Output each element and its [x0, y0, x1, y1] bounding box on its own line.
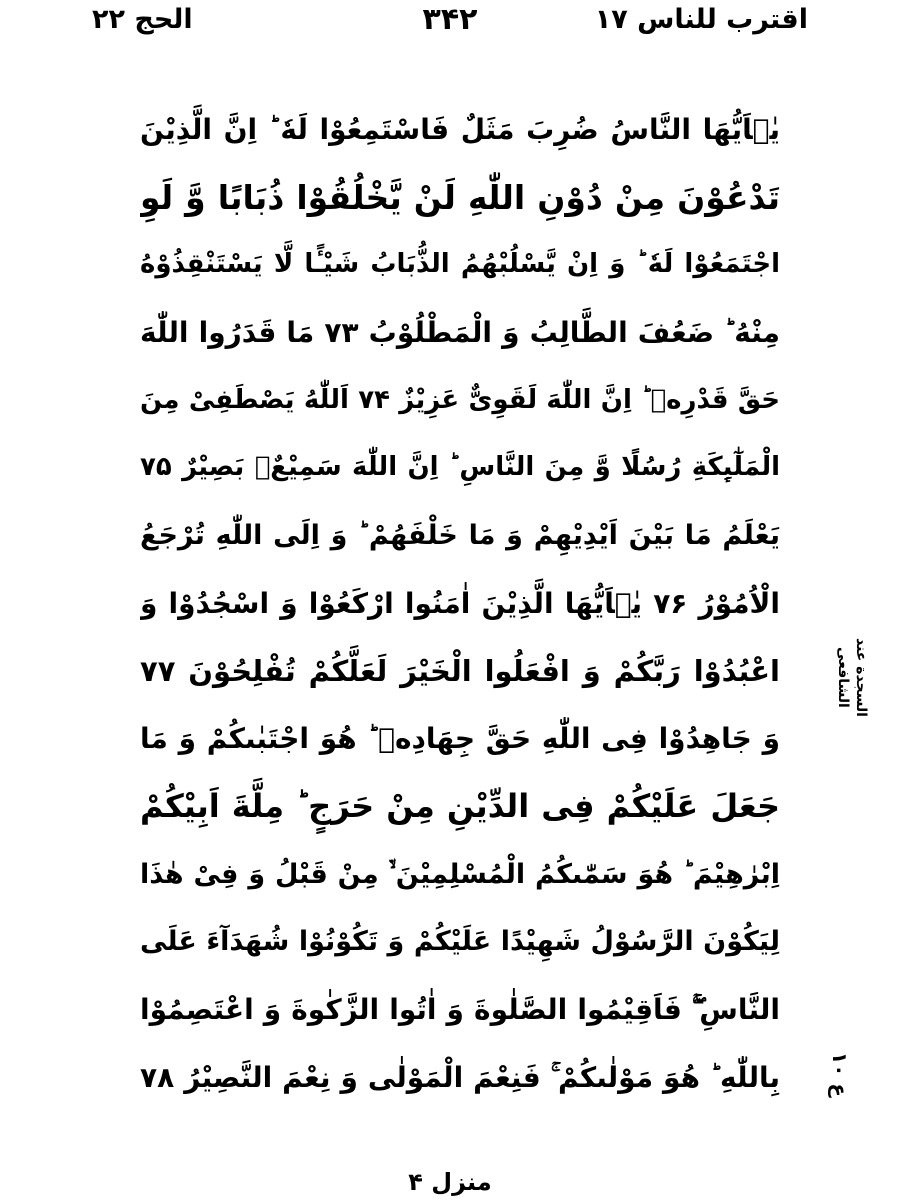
verse-line: یَعْلَمُ مَا بَیْنَ اَیْدِیْهِمْ وَ مَا خَلْفَهُمْ ؕ وَ اِلَى اللّٰهِ تُرْجَعُ	[140, 520, 780, 552]
verse-text-block	[140, 96, 780, 1111]
page-number: ۳۴۲	[422, 2, 478, 37]
verse-line: وَ جَاهِدُوْا فِی اللّٰهِ حَقَّ جِهَادِهٖ ؕ هُوَ اجْتَبٰىكُمْ وَ مَا	[140, 722, 780, 756]
juz-title: اقترب للناس ۱۷	[594, 4, 808, 35]
verse-line: تَدْعُوْنَ مِنْ دُوْنِ اللّٰهِ لَنْ یَّخْلُقُوْا ذُبَابًا وَّ لَوِ	[140, 177, 780, 217]
verse-line: حَقَّ قَدْرِهٖ ؕ اِنَّ اللّٰهَ لَقَوِیٌّ عَزِیْزٌ ۷۴ اَللّٰهُ یَصْطَفِیْ مِنَ	[140, 384, 780, 415]
manzil-footer: منزل ۴	[408, 1168, 492, 1196]
verse-line: یٰۤاَیُّهَا النَّاسُ ضُرِبَ مَثَلٌ فَاسْتَمِعُوْا لَهٗ ؕ اِنَّ الَّذِیْنَ	[140, 113, 780, 146]
verse-line: النَّاسِ ۚۖ فَاَقِیْمُوا الصَّلٰوةَ وَ اٰتُوا الزَّكٰوةَ وَ اعْتَصِمُوْا	[140, 992, 780, 1026]
ruku-marker: ع ۱۰	[828, 1052, 852, 1098]
verse-line: لِیَكُوْنَ الرَّسُوْلُ شَهِیْدًا عَلَیْكُمْ وَ تَكُوْنُوْا شُهَدَآءَ عَلَى	[140, 926, 780, 958]
verse-line: اِبْرٰهِیْمَ ؕ هُوَ سَمّٰىكُمُ الْمُسْلِمِیْنَ ۙ۬ مِنْ قَبْلُ وَ فِیْ هٰذَا	[140, 858, 780, 890]
verse-line: اعْبُدُوْا رَبَّكُمْ وَ افْعَلُوا الْخَیْرَ لَعَلَّكُمْ تُفْلِحُوْنَ ۷۷	[140, 653, 780, 688]
verse-line: جَعَلَ عَلَیْكُمْ فِی الدِّیْنِ مِنْ حَرَجٍ ؕ مِلَّةَ اَبِیْكُمْ	[140, 786, 780, 825]
verse-line: الْمَلٰٓىِٕكَةِ رُسُلًا وَّ مِنَ النَّاسِ ؕ اِنَّ اللّٰهَ سَمِیْعٌۢ بَصِیْرٌ ۷۵	[140, 452, 780, 483]
verse-line: اجْتَمَعُوْا لَهٗ ؕ وَ اِنْ یَّسْلُبْهُمُ الذُّبَابُ شَیْـًٔا لَّا یَسْتَنْقِذُوْهُ	[140, 249, 780, 280]
verse-line: الْاُمُوْرُ ۷۶ یٰۤاَیُّهَا الَّذِیْنَ اٰمَنُوا ارْكَعُوْا وَ اسْجُدُوْا وَ	[140, 586, 780, 620]
verse-line: مِنْهُ ؕ ضَعُفَ الطَّالِبُ وَ الْمَطْلُوْبُ ۷۳ مَا قَدَرُوا اللّٰهَ	[140, 316, 780, 350]
surah-title: الحج ۲۲	[92, 4, 193, 35]
sajdah-margin-note: السجدة عند الشافعی	[835, 637, 869, 717]
verse-line: بِاللّٰهِ ؕ هُوَ مَوْلٰىكُمْ ۚ فَنِعْمَ الْمَوْلٰى وَ نِعْمَ النَّصِیْرُ ۷۸	[140, 1060, 780, 1094]
